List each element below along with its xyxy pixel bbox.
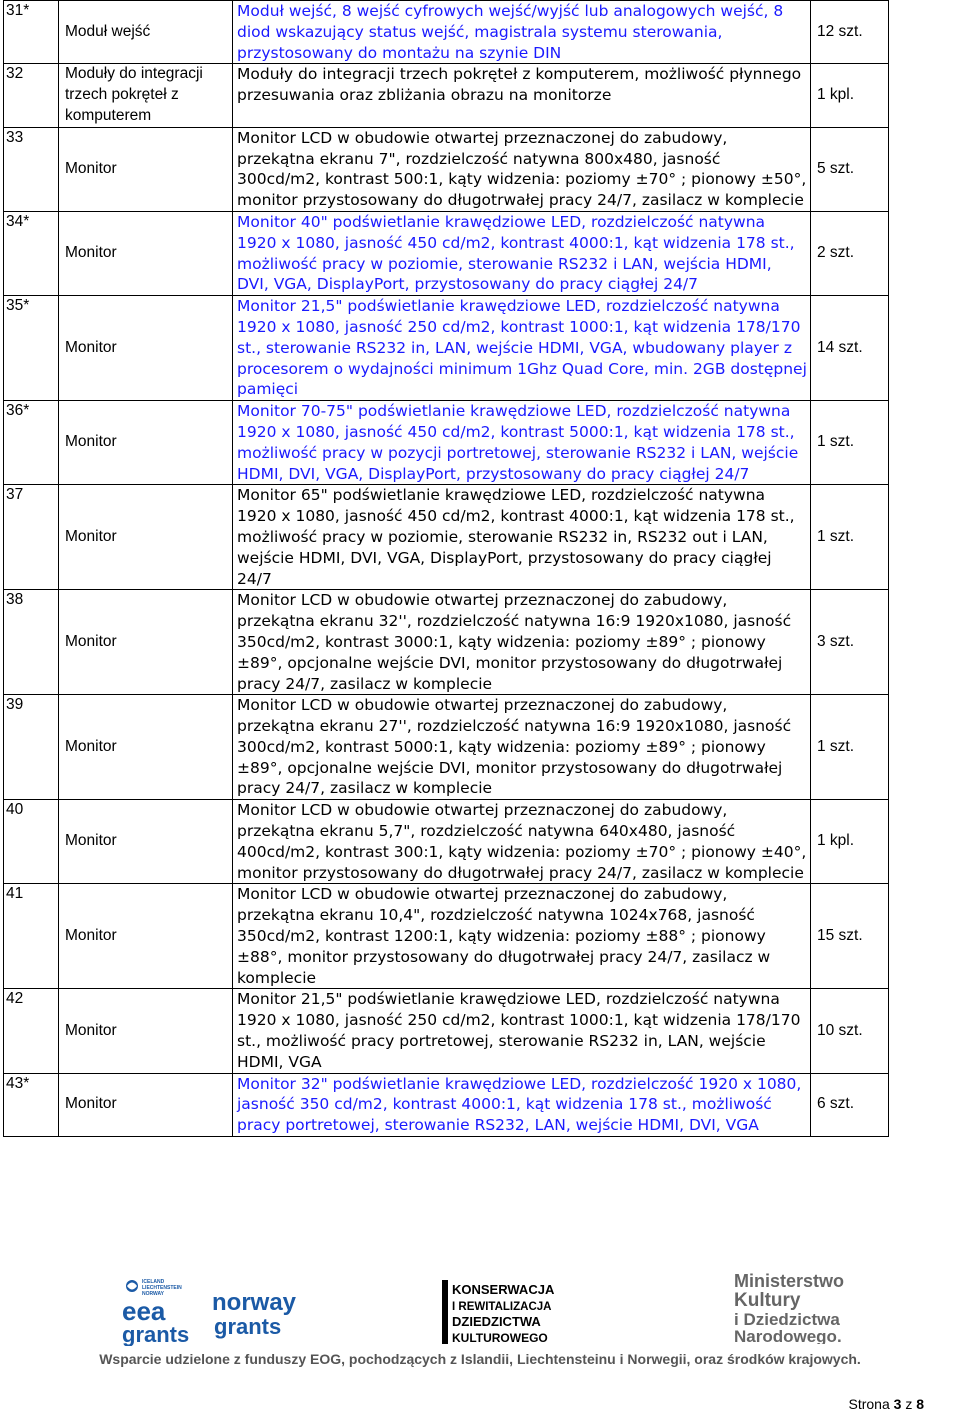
footer-logos: [0, 1268, 960, 1348]
item-quantity: 1 szt.: [811, 401, 889, 485]
item-quantity: 12 szt.: [811, 1, 889, 64]
row-number: 32: [4, 64, 59, 127]
table-row: [4, 989, 889, 1073]
svg-text:Ministerstwo: Ministerstwo: [734, 1271, 845, 1291]
item-description: Monitor 21,5" podświetlanie krawędziowe LED, rozdzielczość natywna 1920 x 1080, jasność 250 cd/m2, kontrast 1000:1, kąt widzenia 178/170 st., możliwość pracy portretowej, sterowanie RS232 in, LAN, wejście HDMI, VGA: [233, 989, 811, 1073]
item-description: Monitor LCD w obudowie otwartej przeznaczonej do zabudowy, przekątna ekranu 7", rozdzielczość natywna 800x480, jasność 300cd/m2, kontrast 500:1, kąty widzenia: poziomy ±70° ; pionowy ±50°, monitor przystosowany do długotrwałej pracy 24/7, zasilacz w komplecie: [233, 127, 811, 211]
item-name: Monitor: [59, 127, 233, 211]
row-number: 43*: [4, 1073, 59, 1136]
svg-text:Narodowego.: Narodowego.: [734, 1327, 842, 1344]
table-row: [4, 127, 889, 211]
svg-text:Kultury: Kultury: [734, 1290, 801, 1311]
funding-statement: Wsparcie udzielone z funduszy EOG, pochodzących z Islandii, Liechtensteinu i Norwegii, oraz środków krajowych.: [99, 1351, 861, 1367]
item-quantity: 10 szt.: [811, 989, 889, 1073]
page-number: [848, 1396, 924, 1412]
table-row: [4, 1, 889, 64]
item-name: Monitor: [59, 401, 233, 485]
item-name: Monitor: [59, 485, 233, 590]
row-number: 41: [4, 884, 59, 989]
svg-text:ICELAND: ICELAND: [142, 1279, 165, 1285]
item-description: Monitor 40" podświetlanie krawędziowe LED, rozdzielczość natywna 1920 x 1080, jasność 450 cd/m2, kontrast 4000:1, kąt widzenia 178 st., możliwość pracy w poziomie, sterowanie RS232 i LAN, wejścia HDMI, DVI, VGA, DisplayPort, przystosowany do pracy ciągłej 24/7: [233, 211, 811, 295]
item-name: Monitor: [59, 695, 233, 800]
table-row: [4, 211, 889, 295]
page-label: Strona: [848, 1396, 890, 1412]
row-number: 42: [4, 989, 59, 1073]
item-quantity: 3 szt.: [811, 590, 889, 695]
item-quantity: 14 szt.: [811, 296, 889, 401]
item-description: Moduły do integracji trzech pokręteł z komputerem, możliwość płynnego przesuwania oraz zbliżania obrazu na monitorze: [233, 64, 811, 127]
item-name: Monitor: [59, 590, 233, 695]
item-name: Monitor: [59, 884, 233, 989]
item-quantity: 15 szt.: [811, 884, 889, 989]
item-quantity: 2 szt.: [811, 211, 889, 295]
item-name: Moduł wejść: [59, 1, 233, 64]
item-quantity: 6 szt.: [811, 1073, 889, 1136]
table-row: [4, 884, 889, 989]
specification-table-body: [4, 1, 889, 1137]
svg-text:i Dziedzictwa: i Dziedzictwa: [734, 1310, 840, 1329]
item-name: Monitor: [59, 296, 233, 401]
item-description: Monitor LCD w obudowie otwartej przeznaczonej do zabudowy, przekątna ekranu 32'', rozdzielczość natywna 16:9 1920x1080, jasność 350cd/m2, kontrast 3000:1, kąty widzenia: poziomy ±89° ; pionowy ±89°, opcjonalne wejście DVI, monitor przystosowany do długotrwałej pracy 24/7, zasilacz w komplecie: [233, 590, 811, 695]
table-row: [4, 485, 889, 590]
row-number: 38: [4, 590, 59, 695]
table-row: [4, 401, 889, 485]
norway-grants-logo: [210, 1286, 310, 1341]
item-description: Monitor 21,5" podświetlanie krawędziowe LED, rozdzielczość natywna 1920 x 1080, jasność 250 cd/m2, kontrast 1000:1, kąt widzenia 178/170 st., sterowanie RS232 in, LAN, wejście HDMI, VGA, wbudowany player z procesorem o wydajności minimum 1Ghz Quad Core, min. 2GB dostępnej pamięci: [233, 296, 811, 401]
svg-text:eea: eea: [122, 1296, 166, 1326]
row-number: 34*: [4, 211, 59, 295]
table-row: [4, 695, 889, 800]
item-name: Monitor: [59, 1073, 233, 1136]
item-quantity: 1 kpl.: [811, 64, 889, 127]
item-description: Monitor LCD w obudowie otwartej przeznaczonej do zabudowy, przekątna ekranu 27'', rozdzielczość natywna 16:9 1920x1080, jasność 300cd/m2, kontrast 5000:1, kąty widzenia: poziomy ±89° ; pionowy ±89°, opcjonalne wejście DVI, monitor przystosowany do długotrwałej pracy 24/7, zasilacz w komplecie: [233, 695, 811, 800]
page-total: 8: [916, 1396, 924, 1412]
table-row: [4, 1073, 889, 1136]
svg-text:KONSERWACJA: KONSERWACJA: [452, 1282, 555, 1297]
eea-grants-logo: [120, 1276, 200, 1346]
item-name: Monitor: [59, 211, 233, 295]
svg-text:grants: grants: [214, 1314, 282, 1339]
row-number: 40: [4, 800, 59, 884]
item-description: Monitor 70-75" podświetlanie krawędziowe LED, rozdzielczość natywna 1920 x 1080, jasność 450 cd/m2, kontrast 5000:1, kąt widzenia 178 st., możliwość pracy w pozycji portretowej, sterowanie RS232 i LAN, wejście HDMI, DVI, VGA, DisplayPort, przystosowany do pracy ciągłej 24/7: [233, 401, 811, 485]
row-number: 37: [4, 485, 59, 590]
page-sep: z: [905, 1396, 913, 1412]
konserwacja-logo: [440, 1276, 555, 1348]
item-quantity: 1 szt.: [811, 485, 889, 590]
svg-text:KULTUROWEGO: KULTUROWEGO: [452, 1331, 548, 1345]
table-row: [4, 64, 889, 127]
svg-text:norway: norway: [212, 1289, 297, 1316]
svg-text:I REWITALIZACJA: I REWITALIZACJA: [452, 1301, 552, 1313]
item-name: Moduły do integracji trzech pokręteł z komputerem: [59, 64, 233, 127]
item-description: Monitor 65" podświetlanie krawędziowe LED, rozdzielczość natywna 1920 x 1080, jasność 450 cd/m2, kontrast 4000:1, kąt widzenia 178 st., możliwość pracy w poziomie, sterowanie RS232 in, RS232 out i LAN, wejście HDMI, DVI, VGA, DisplayPort, przystosowany do pracy ciągłej 24/7: [233, 485, 811, 590]
row-number: 36*: [4, 401, 59, 485]
row-number: 31*: [4, 1, 59, 64]
item-description: Moduł wejść, 8 wejść cyfrowych wejść/wyjść lub analogowych wejść, 8 diod wskazujący status wejść, magistrala systemu sterowania, przystosowany do montażu na szynie DIN: [233, 1, 811, 64]
item-description: Monitor 32" podświetlanie krawędziowe LED, rozdzielczość 1920 x 1080, jasność 350 cd/m2, kontrast 4000:1, kąt widzenia 178 st., możliwość pracy portretowej, sterowanie RS232, LAN, wejście HDMI, DVI, VGA: [233, 1073, 811, 1136]
row-number: 33: [4, 127, 59, 211]
page-current: 3: [893, 1396, 902, 1412]
ministerstwo-kultury-logo: [730, 1270, 880, 1344]
item-name: Monitor: [59, 800, 233, 884]
table-row: [4, 296, 889, 401]
table-row: [4, 800, 889, 884]
svg-text:grants: grants: [122, 1322, 190, 1346]
svg-text:NORWAY: NORWAY: [142, 1291, 164, 1297]
specification-table: [3, 0, 889, 1137]
item-name: Monitor: [59, 989, 233, 1073]
item-description: Monitor LCD w obudowie otwartej przeznaczonej do zabudowy, przekątna ekranu 10,4", rozdzielczość natywna 1024x768, jasność 350cd/m2, kontrast 1200:1, kąty widzenia: poziomy ±88° ; pionowy ±88°, monitor przystosowany do długotrwałej pracy 24/7, zasilacz w komplecie: [233, 884, 811, 989]
item-quantity: 1 szt.: [811, 695, 889, 800]
row-number: 35*: [4, 296, 59, 401]
item-quantity: 1 kpl.: [811, 800, 889, 884]
item-quantity: 5 szt.: [811, 127, 889, 211]
svg-text:LIECHTENSTEIN: LIECHTENSTEIN: [142, 1285, 182, 1291]
table-row: [4, 590, 889, 695]
svg-text:DZIEDZICTWA: DZIEDZICTWA: [452, 1314, 541, 1329]
item-description: Monitor LCD w obudowie otwartej przeznaczonej do zabudowy, przekątna ekranu 5,7", rozdzielczość natywna 640x480, jasność 400cd/m2, kontrast 300:1, kąty widzenia: poziomy ±70° ; pionowy ±40°, monitor przystosowany do długotrwałej pracy 24/7, zasilacz w komplecie: [233, 800, 811, 884]
row-number: 39: [4, 695, 59, 800]
